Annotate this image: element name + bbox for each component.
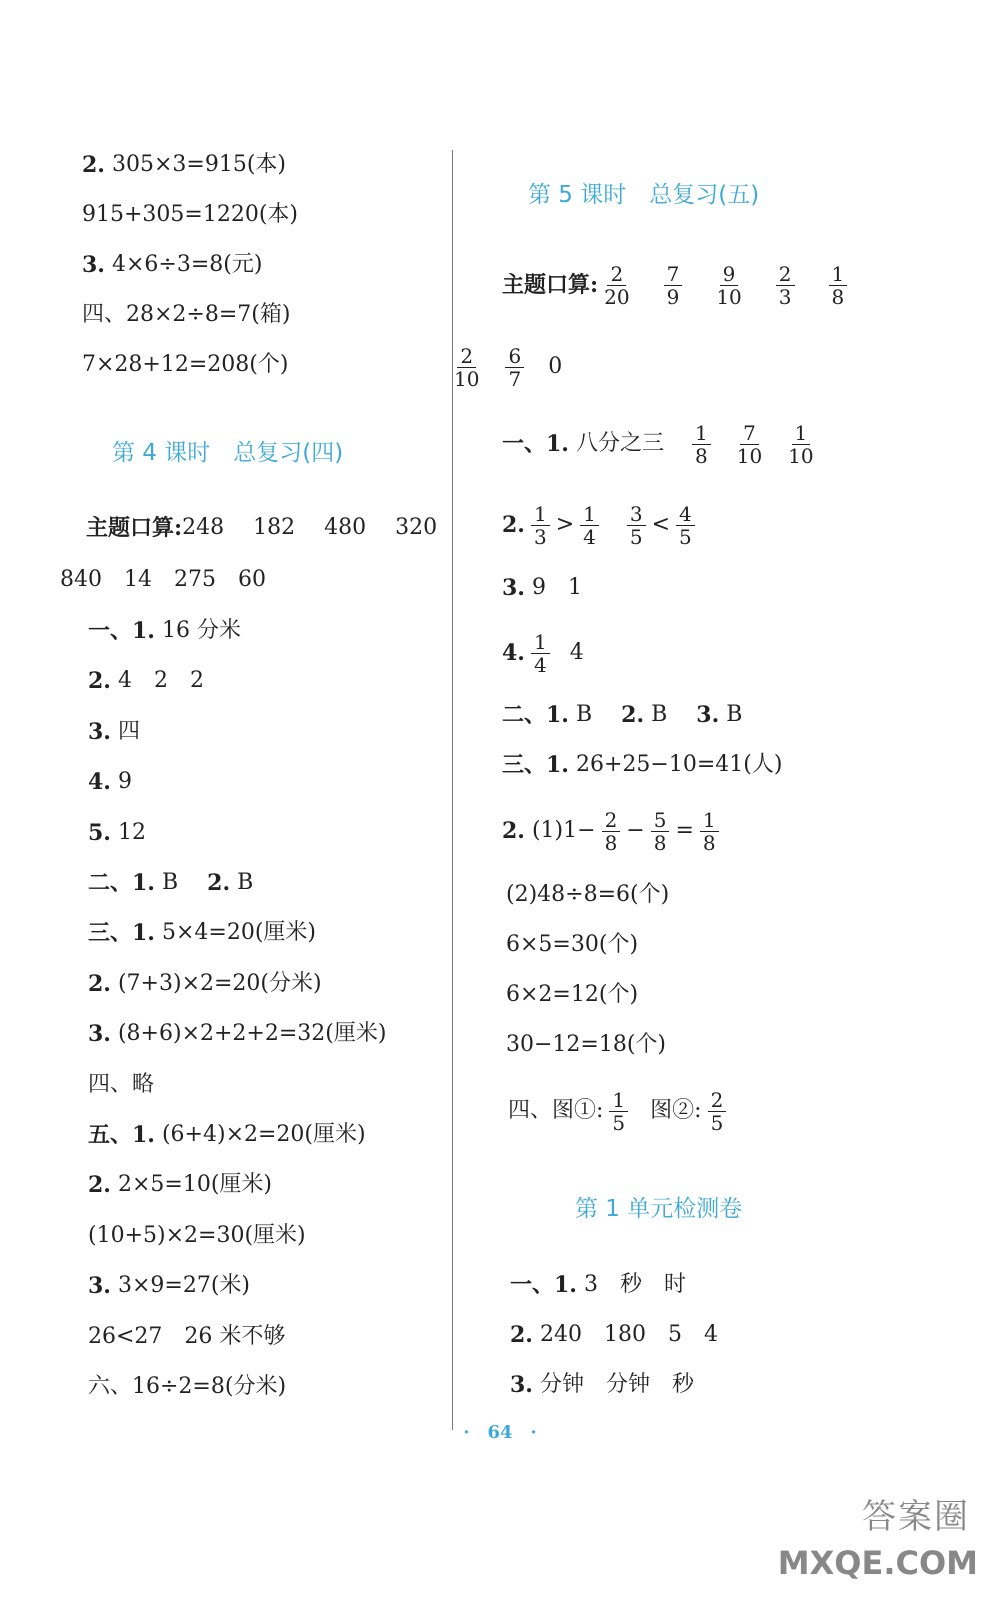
- fraction: $\frac{1}{5}$: [609, 1089, 628, 1134]
- right-q2: 2. $\frac{1}{3}$ > $\frac{1}{4}$ $\frac{3}{5}$ < $\frac{4}{5}$: [502, 496, 701, 554]
- left-item: 一、1. 16 分米: [88, 618, 241, 644]
- fraction: $\frac{9}{10}$: [716, 261, 742, 309]
- left-line-4: 四、28×2÷8=7(箱): [82, 302, 291, 327]
- fraction: $\frac{1}{4}$: [580, 503, 599, 548]
- right-line: 30−12=18(个): [506, 1032, 667, 1057]
- right-section-2: 二、1. B 2. B 3. B: [502, 702, 743, 728]
- right-line: (2)48÷8=6(个): [506, 882, 670, 907]
- right-section-4: 四、图①: $\frac{1}{5}$ 图②: $\frac{2}{5}$: [508, 1082, 732, 1140]
- fraction: $\frac{4}{5}$: [676, 503, 695, 548]
- left-item: 二、1. B 2. B: [88, 870, 254, 896]
- left-item: 5. 12: [88, 820, 146, 846]
- fraction: $\frac{6}{7}$: [505, 345, 524, 390]
- left-line-5: 7×28+12=208(个): [82, 352, 289, 377]
- right-q1: 一、1. 八分之三 $\frac{1}{8}$ $\frac{7}{10}$ $\frac{1}{10}$: [502, 420, 814, 468]
- left-item: 三、1. 5×4=20(厘米): [88, 920, 316, 946]
- section-heading-lesson-5: 第 5 课时 总复习(五): [528, 182, 760, 208]
- fraction: $\frac{1}{10}$: [788, 420, 814, 468]
- left-item: 3. (8+6)×2+2+2=32(厘米): [88, 1021, 387, 1047]
- fraction: $\frac{2}{10}$: [454, 343, 480, 391]
- fraction: $\frac{1}{4}$: [531, 631, 550, 676]
- section-heading-unit-1-test: 第 1 单元检测卷: [575, 1196, 743, 1222]
- fraction: $\frac{1}{8}$: [700, 809, 719, 854]
- right-section-3-q2: 2. (1)1− $\frac{2}{8}$ − $\frac{5}{8}$ = $\frac{1}{8}$: [502, 802, 725, 860]
- section-heading-lesson-4: 第 4 课时 总复习(四): [112, 440, 344, 466]
- fraction: $\frac{7}{9}$: [664, 263, 683, 308]
- left-oral-calc: 主题口算: 248 182 480 320: [86, 515, 438, 541]
- watermark-url: MXQE.COM: [777, 1544, 978, 1582]
- right-oral-calc-cont: $\frac{2}{10}$ $\frac{6}{7}$ 0: [454, 343, 563, 391]
- right-oral-calc: 主题口算: $\frac{2}{20}$ $\frac{7}{9}$ $\frac{9}{10}$ $\frac{2}{3}$ $\frac{1}{8}$: [502, 256, 853, 314]
- right-section-3: 三、1. 26+25−10=41(人): [502, 752, 783, 778]
- left-item: 2. (7+3)×2=20(分米): [88, 971, 322, 997]
- right-unit-item: 2. 240 180 5 4: [510, 1322, 718, 1348]
- fraction: $\frac{2}{3}$: [776, 263, 795, 308]
- fraction: $\frac{1}{3}$: [531, 503, 550, 548]
- fraction: $\frac{2}{5}$: [708, 1089, 727, 1134]
- left-item: 四、略: [88, 1072, 155, 1097]
- right-line: 6×2=12(个): [506, 982, 639, 1007]
- left-item: 3. 四: [88, 719, 140, 745]
- left-item: 26<27 26 米不够: [88, 1324, 286, 1349]
- watermark-logo: 答案圈: [862, 1497, 970, 1537]
- fraction: $\frac{3}{5}$: [627, 503, 646, 548]
- left-item: 2. 4 2 2: [88, 668, 204, 694]
- fraction: $\frac{1}{8}$: [829, 263, 848, 308]
- left-item: 六、16÷2=8(分米): [88, 1374, 287, 1399]
- right-unit-item: 一、1. 3 秒 时: [510, 1272, 686, 1298]
- right-q3: 3. 9 1: [502, 575, 582, 601]
- fraction: $\frac{1}{8}$: [692, 422, 711, 467]
- fraction: $\frac{2}{20}$: [604, 261, 630, 309]
- left-item: 五、1. (6+4)×2=20(厘米): [88, 1122, 366, 1148]
- page-number: · 64 ·: [463, 1422, 537, 1443]
- fraction: $\frac{7}{10}$: [736, 420, 763, 468]
- left-item: 4. 9: [88, 769, 132, 795]
- left-line-1: 2. 305×3=915(本): [82, 152, 286, 178]
- right-q4: 4. $\frac{1}{4}$ 4: [502, 629, 584, 677]
- right-line: 6×5=30(个): [506, 932, 639, 957]
- right-unit-item: 3. 分钟 分钟 秒: [510, 1372, 694, 1398]
- left-line-2: 915+305=1220(本): [82, 202, 299, 227]
- left-item: (10+5)×2=30(厘米): [88, 1223, 306, 1248]
- left-oral-calc-cont: 840 14 275 60: [60, 567, 266, 592]
- fraction: $\frac{5}{8}$: [651, 809, 670, 854]
- fraction: $\frac{2}{8}$: [602, 809, 621, 854]
- left-item: 2. 2×5=10(厘米): [88, 1172, 272, 1198]
- left-item: 3. 3×9=27(米): [88, 1273, 250, 1299]
- left-line-3: 3. 4×6÷3=8(元): [82, 252, 263, 278]
